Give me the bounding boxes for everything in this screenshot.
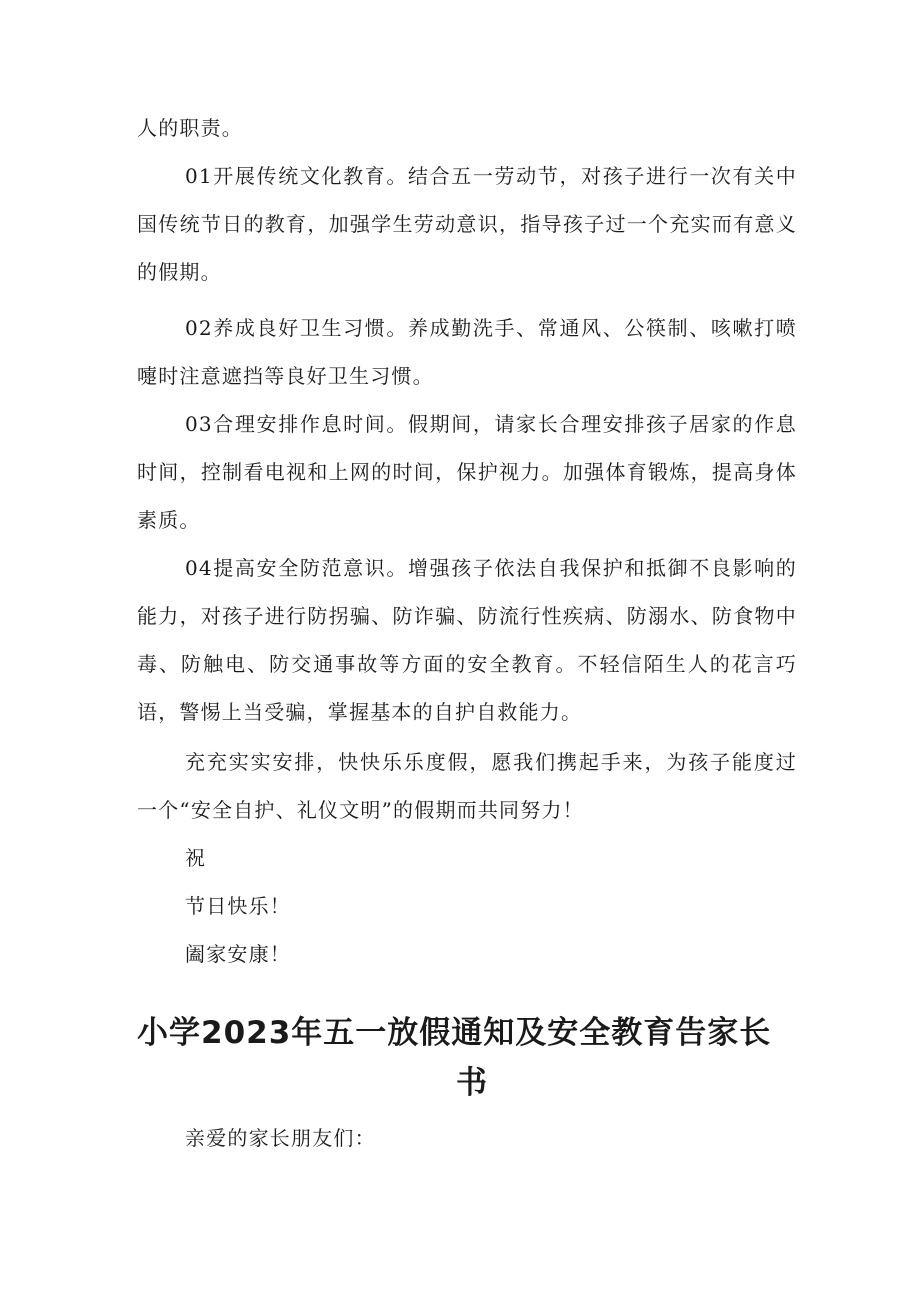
item-schedule: 03合理安排作息时间。假期间，请家长合理安排孩子居家的作息时间，控制看电视和上网的时间，保护视力。加强体育锻炼，提高身体素质。 [137,412,797,532]
wish-text: 祝 [185,846,207,870]
letter-title-line-1: 小学2023年五一放假通知及安全教育告家长 [137,1015,772,1051]
closing-paragraph: 充充实实安排，快快乐乐度假，愿我们携起手来，为孩子能度过一个“安全自护、礼仪文明”的假期而共同努力！ [137,750,797,822]
letter-title-line-2: 书 [456,1065,488,1101]
wish-line-family: 阖家安康！ [185,942,291,966]
greeting: 亲爱的家长朋友们： [185,1126,376,1150]
item-traditional-culture: 01开展传统文化教育。结合五一劳动节，对孩子进行一次有关中国传统节日的教育，加强学生劳动意识，指导孩子过一个充实而有意义的假期。 [137,164,797,284]
wish-line-holiday: 节日快乐！ [185,894,291,918]
item-hygiene-habits: 02养成良好卫生习惯。养成勤洗手、常通风、公筷制、咳嗽打喷嚏时注意遮挡等良好卫生习惯。 [137,316,797,388]
letter-title [137,1008,797,1108]
continuation-text: 人的职责。 [137,116,243,140]
item-safety-awareness: 04提高安全防范意识。增强孩子依法自我保护和抵御不良影响的能力，对孩子进行防拐骗、防诈骗、防流行性疾病、防溺水、防食物中毒、防触电、防交通事故等方面的安全教育。不轻信陌生人的花言巧语，警惕上当受骗，掌握基本的自护自救能力。 [137,556,797,724]
